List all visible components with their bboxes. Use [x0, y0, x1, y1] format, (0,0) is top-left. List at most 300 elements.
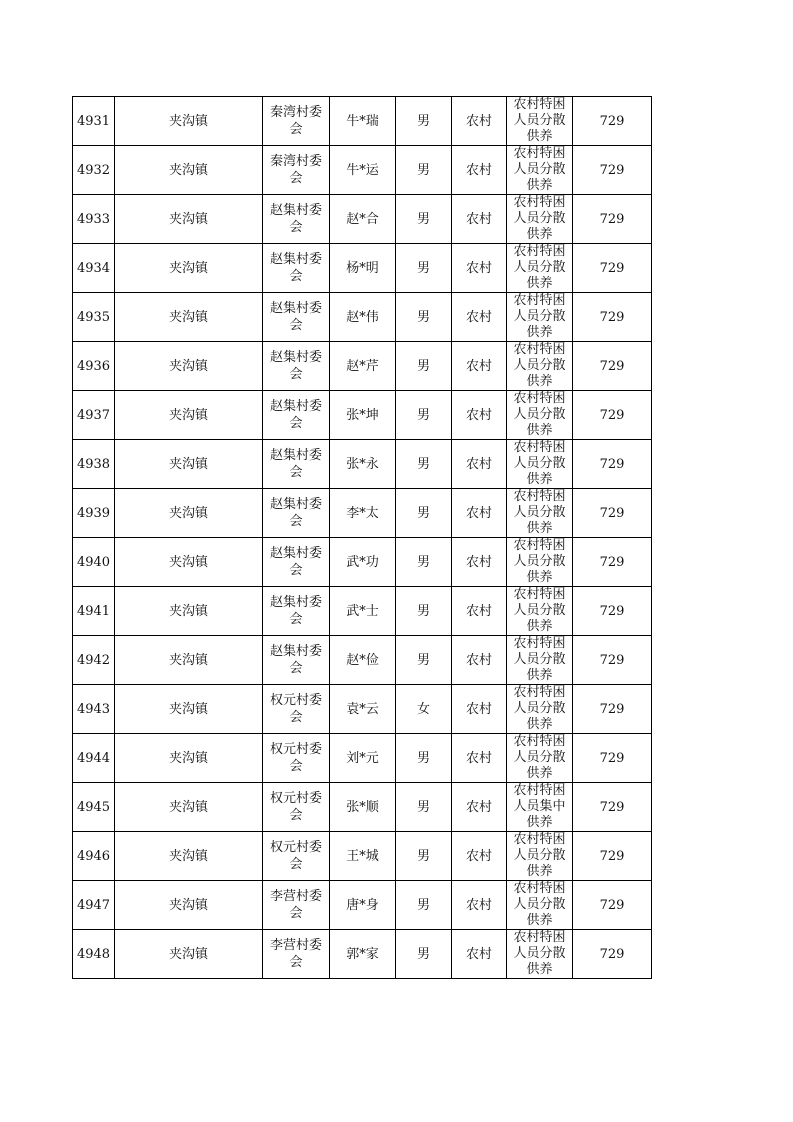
residence-type-text: 农村: [465, 946, 492, 962]
gender-text: 男: [416, 162, 430, 178]
support-category-cell: [507, 146, 573, 195]
amount-cell: [573, 293, 652, 342]
town-text: 夹沟镇: [168, 750, 208, 766]
support-category-text: 农村特困人员集中供养: [513, 783, 566, 830]
amount-text: 729: [599, 211, 625, 227]
gender-cell: [396, 587, 452, 636]
gender-text: 男: [416, 211, 430, 227]
town-text: 夹沟镇: [168, 162, 208, 178]
residence-type-cell: [452, 734, 507, 783]
gender-cell: [396, 342, 452, 391]
gender-text: 男: [416, 554, 430, 570]
amount-text: 729: [599, 750, 625, 766]
residence-type-cell: [452, 146, 507, 195]
village-committee-cell: [263, 97, 330, 146]
support-category-cell: [507, 783, 573, 832]
town-text: 夹沟镇: [168, 260, 208, 276]
support-category-text: 农村特困人员分散供养: [513, 440, 566, 487]
town-text: 夹沟镇: [168, 407, 208, 423]
gender-cell: [396, 881, 452, 930]
amount-text: 729: [599, 113, 625, 129]
person-name-text: 赵*俭: [346, 652, 379, 668]
amount-cell: [573, 538, 652, 587]
record-id-text: 4942: [76, 652, 111, 668]
amount-cell: [573, 881, 652, 930]
town-cell: [115, 293, 263, 342]
gender-cell: [396, 244, 452, 293]
record-id-text: 4933: [76, 211, 111, 227]
record-id-cell: [73, 587, 115, 636]
amount-text: 729: [599, 309, 625, 325]
record-id-cell: [73, 97, 115, 146]
person-name-text: 王*城: [346, 848, 379, 864]
residence-type-cell: [452, 832, 507, 881]
residence-type-text: 农村: [465, 358, 492, 374]
support-category-cell: [507, 97, 573, 146]
town-text: 夹沟镇: [168, 799, 208, 815]
person-name-text: 张*永: [346, 456, 379, 472]
amount-text: 729: [599, 848, 625, 864]
person-name-text: 刘*元: [346, 750, 379, 766]
residence-type-cell: [452, 97, 507, 146]
town-text: 夹沟镇: [168, 358, 208, 374]
gender-text: 男: [416, 113, 430, 129]
record-id-cell: [73, 636, 115, 685]
person-name-cell: [330, 146, 396, 195]
village-committee-text: 秦湾村委会: [269, 105, 322, 137]
gender-cell: [396, 489, 452, 538]
support-category-text: 农村特困人员分散供养: [513, 881, 566, 928]
town-cell: [115, 538, 263, 587]
support-category-cell: [507, 391, 573, 440]
support-category-cell: [507, 685, 573, 734]
person-name-text: 杨*明: [346, 260, 379, 276]
gender-cell: [396, 636, 452, 685]
amount-text: 729: [599, 652, 625, 668]
table-row: [73, 391, 652, 440]
record-id-text: 4948: [76, 946, 111, 962]
residence-type-cell: [452, 685, 507, 734]
village-committee-text: 权元村委会: [269, 742, 322, 774]
amount-cell: [573, 587, 652, 636]
amount-text: 729: [599, 260, 625, 276]
person-name-cell: [330, 244, 396, 293]
residence-type-text: 农村: [465, 652, 492, 668]
support-category-text: 农村特困人员分散供养: [513, 97, 566, 144]
records-table: [72, 96, 652, 979]
village-committee-text: 权元村委会: [269, 791, 322, 823]
person-name-cell: [330, 391, 396, 440]
record-id-cell: [73, 783, 115, 832]
town-cell: [115, 832, 263, 881]
gender-text: 男: [416, 260, 430, 276]
village-committee-cell: [263, 293, 330, 342]
person-name-cell: [330, 881, 396, 930]
table-row: [73, 538, 652, 587]
town-cell: [115, 195, 263, 244]
record-id-text: 4939: [76, 505, 111, 521]
amount-text: 729: [599, 358, 625, 374]
amount-text: 729: [599, 946, 625, 962]
amount-text: 729: [599, 897, 625, 913]
village-committee-cell: [263, 881, 330, 930]
amount-text: 729: [599, 407, 625, 423]
record-id-text: 4941: [76, 603, 111, 619]
residence-type-text: 农村: [465, 897, 492, 913]
person-name-text: 李*太: [346, 505, 379, 521]
gender-cell: [396, 293, 452, 342]
gender-cell: [396, 734, 452, 783]
town-cell: [115, 685, 263, 734]
town-cell: [115, 440, 263, 489]
person-name-text: 郭*家: [346, 946, 379, 962]
record-id-cell: [73, 195, 115, 244]
village-committee-cell: [263, 636, 330, 685]
gender-text: 男: [416, 946, 430, 962]
record-id-text: 4946: [76, 848, 111, 864]
record-id-cell: [73, 685, 115, 734]
table-row: [73, 293, 652, 342]
town-cell: [115, 146, 263, 195]
record-id-cell: [73, 440, 115, 489]
support-category-cell: [507, 489, 573, 538]
support-category-text: 农村特困人员分散供养: [513, 587, 566, 634]
gender-cell: [396, 97, 452, 146]
support-category-text: 农村特困人员分散供养: [513, 538, 566, 585]
village-committee-cell: [263, 440, 330, 489]
record-id-text: 4943: [76, 701, 111, 717]
village-committee-text: 赵集村委会: [269, 448, 322, 480]
table-row: [73, 244, 652, 293]
residence-type-cell: [452, 489, 507, 538]
residence-type-cell: [452, 440, 507, 489]
village-committee-cell: [263, 489, 330, 538]
gender-text: 女: [416, 701, 430, 717]
residence-type-text: 农村: [465, 211, 492, 227]
table-row: [73, 881, 652, 930]
town-cell: [115, 881, 263, 930]
village-committee-text: 赵集村委会: [269, 399, 322, 431]
residence-type-cell: [452, 342, 507, 391]
support-category-cell: [507, 734, 573, 783]
town-cell: [115, 930, 263, 979]
residence-type-text: 农村: [465, 407, 492, 423]
person-name-cell: [330, 832, 396, 881]
support-category-cell: [507, 293, 573, 342]
table-row: [73, 146, 652, 195]
village-committee-text: 秦湾村委会: [269, 154, 322, 186]
record-id-text: 4944: [76, 750, 111, 766]
village-committee-text: 赵集村委会: [269, 497, 322, 529]
residence-type-cell: [452, 538, 507, 587]
support-category-text: 农村特困人员分散供养: [513, 636, 566, 683]
record-id-cell: [73, 391, 115, 440]
residence-type-text: 农村: [465, 113, 492, 129]
residence-type-cell: [452, 391, 507, 440]
record-id-text: 4932: [76, 162, 111, 178]
gender-text: 男: [416, 848, 430, 864]
record-id-text: 4945: [76, 799, 111, 815]
gender-cell: [396, 146, 452, 195]
person-name-text: 赵*合: [346, 211, 379, 227]
village-committee-cell: [263, 734, 330, 783]
amount-cell: [573, 489, 652, 538]
support-category-cell: [507, 342, 573, 391]
person-name-cell: [330, 97, 396, 146]
support-category-cell: [507, 930, 573, 979]
town-text: 夹沟镇: [168, 456, 208, 472]
amount-cell: [573, 783, 652, 832]
table-row: [73, 440, 652, 489]
village-committee-text: 赵集村委会: [269, 350, 322, 382]
residence-type-text: 农村: [465, 848, 492, 864]
village-committee-text: 赵集村委会: [269, 595, 322, 627]
gender-cell: [396, 783, 452, 832]
gender-text: 男: [416, 750, 430, 766]
person-name-cell: [330, 930, 396, 979]
village-committee-text: 李营村委会: [269, 889, 322, 921]
amount-cell: [573, 97, 652, 146]
gender-cell: [396, 685, 452, 734]
village-committee-text: 权元村委会: [269, 840, 322, 872]
support-category-cell: [507, 636, 573, 685]
residence-type-text: 农村: [465, 603, 492, 619]
village-committee-text: 权元村委会: [269, 693, 322, 725]
support-category-cell: [507, 244, 573, 293]
town-text: 夹沟镇: [168, 554, 208, 570]
table-row: [73, 97, 652, 146]
village-committee-cell: [263, 587, 330, 636]
record-id-text: 4931: [76, 113, 111, 129]
amount-cell: [573, 342, 652, 391]
amount-cell: [573, 685, 652, 734]
town-text: 夹沟镇: [168, 309, 208, 325]
village-committee-cell: [263, 342, 330, 391]
village-committee-cell: [263, 930, 330, 979]
gender-text: 男: [416, 358, 430, 374]
person-name-text: 张*顺: [346, 799, 379, 815]
residence-type-cell: [452, 636, 507, 685]
residence-type-cell: [452, 293, 507, 342]
person-name-text: 张*坤: [346, 407, 379, 423]
gender-text: 男: [416, 799, 430, 815]
town-text: 夹沟镇: [168, 505, 208, 521]
person-name-cell: [330, 440, 396, 489]
gender-cell: [396, 440, 452, 489]
table-row: [73, 636, 652, 685]
residence-type-cell: [452, 195, 507, 244]
village-committee-text: 赵集村委会: [269, 252, 322, 284]
record-id-cell: [73, 881, 115, 930]
support-category-text: 农村特困人员分散供养: [513, 930, 566, 977]
town-cell: [115, 587, 263, 636]
table-row: [73, 195, 652, 244]
person-name-text: 牛*瑞: [346, 113, 379, 129]
person-name-text: 赵*伟: [346, 309, 379, 325]
residence-type-cell: [452, 587, 507, 636]
table-row: [73, 489, 652, 538]
residence-type-text: 农村: [465, 162, 492, 178]
person-name-cell: [330, 293, 396, 342]
records-table-body: [73, 97, 652, 979]
gender-text: 男: [416, 897, 430, 913]
amount-text: 729: [599, 603, 625, 619]
village-committee-text: 赵集村委会: [269, 203, 322, 235]
residence-type-cell: [452, 244, 507, 293]
village-committee-cell: [263, 783, 330, 832]
support-category-text: 农村特困人员分散供养: [513, 293, 566, 340]
person-name-cell: [330, 538, 396, 587]
person-name-text: 牛*运: [346, 162, 379, 178]
amount-text: 729: [599, 456, 625, 472]
support-category-text: 农村特困人员分散供养: [513, 832, 566, 879]
record-id-text: 4940: [76, 554, 111, 570]
town-cell: [115, 244, 263, 293]
amount-cell: [573, 930, 652, 979]
amount-text: 729: [599, 505, 625, 521]
amount-text: 729: [599, 799, 625, 815]
town-cell: [115, 391, 263, 440]
table-row: [73, 342, 652, 391]
town-cell: [115, 342, 263, 391]
table-row: [73, 832, 652, 881]
amount-text: 729: [599, 701, 625, 717]
town-text: 夹沟镇: [168, 848, 208, 864]
residence-type-cell: [452, 783, 507, 832]
gender-cell: [396, 195, 452, 244]
town-cell: [115, 97, 263, 146]
record-id-cell: [73, 244, 115, 293]
support-category-text: 农村特困人员分散供养: [513, 489, 566, 536]
town-cell: [115, 783, 263, 832]
amount-cell: [573, 244, 652, 293]
town-text: 夹沟镇: [168, 652, 208, 668]
support-category-cell: [507, 440, 573, 489]
town-text: 夹沟镇: [168, 113, 208, 129]
gender-cell: [396, 930, 452, 979]
residence-type-text: 农村: [465, 701, 492, 717]
record-id-cell: [73, 538, 115, 587]
record-id-text: 4937: [76, 407, 111, 423]
record-id-cell: [73, 832, 115, 881]
amount-cell: [573, 636, 652, 685]
table-row: [73, 734, 652, 783]
residence-type-text: 农村: [465, 750, 492, 766]
gender-text: 男: [416, 505, 430, 521]
support-category-text: 农村特困人员分散供养: [513, 146, 566, 193]
person-name-cell: [330, 734, 396, 783]
village-committee-text: 赵集村委会: [269, 546, 322, 578]
record-id-cell: [73, 734, 115, 783]
village-committee-cell: [263, 146, 330, 195]
table-row: [73, 685, 652, 734]
gender-cell: [396, 538, 452, 587]
residence-type-text: 农村: [465, 260, 492, 276]
town-text: 夹沟镇: [168, 211, 208, 227]
person-name-cell: [330, 342, 396, 391]
record-id-cell: [73, 342, 115, 391]
amount-cell: [573, 146, 652, 195]
gender-text: 男: [416, 407, 430, 423]
support-category-cell: [507, 538, 573, 587]
gender-text: 男: [416, 309, 430, 325]
record-id-text: 4936: [76, 358, 111, 374]
record-id-text: 4935: [76, 309, 111, 325]
gender-text: 男: [416, 652, 430, 668]
support-category-text: 农村特困人员分散供养: [513, 685, 566, 732]
table-row: [73, 783, 652, 832]
support-category-cell: [507, 195, 573, 244]
village-committee-cell: [263, 244, 330, 293]
gender-cell: [396, 832, 452, 881]
amount-cell: [573, 734, 652, 783]
village-committee-cell: [263, 832, 330, 881]
person-name-cell: [330, 636, 396, 685]
record-id-cell: [73, 146, 115, 195]
record-id-cell: [73, 293, 115, 342]
village-committee-cell: [263, 195, 330, 244]
person-name-cell: [330, 783, 396, 832]
town-cell: [115, 734, 263, 783]
town-text: 夹沟镇: [168, 946, 208, 962]
support-category-text: 农村特困人员分散供养: [513, 342, 566, 389]
residence-type-text: 农村: [465, 456, 492, 472]
person-name-cell: [330, 489, 396, 538]
person-name-text: 武*功: [346, 554, 379, 570]
residence-type-cell: [452, 881, 507, 930]
person-name-text: 武*士: [346, 603, 379, 619]
record-id-cell: [73, 930, 115, 979]
support-category-cell: [507, 832, 573, 881]
person-name-text: 赵*芹: [346, 358, 379, 374]
residence-type-text: 农村: [465, 799, 492, 815]
person-name-text: 唐*身: [346, 897, 379, 913]
record-id-text: 4938: [76, 456, 111, 472]
amount-cell: [573, 832, 652, 881]
support-category-text: 农村特困人员分散供养: [513, 244, 566, 291]
town-cell: [115, 489, 263, 538]
town-text: 夹沟镇: [168, 701, 208, 717]
gender-text: 男: [416, 603, 430, 619]
village-committee-text: 赵集村委会: [269, 301, 322, 333]
village-committee-cell: [263, 538, 330, 587]
support-category-text: 农村特困人员分散供养: [513, 391, 566, 438]
record-id-text: 4947: [76, 897, 111, 913]
person-name-text: 袁*云: [346, 701, 379, 717]
town-cell: [115, 636, 263, 685]
support-category-text: 农村特困人员分散供养: [513, 734, 566, 781]
table-row: [73, 930, 652, 979]
village-committee-cell: [263, 391, 330, 440]
village-committee-text: 李营村委会: [269, 938, 322, 970]
residence-type-text: 农村: [465, 554, 492, 570]
table-row: [73, 587, 652, 636]
support-category-text: 农村特困人员分散供养: [513, 195, 566, 242]
person-name-cell: [330, 195, 396, 244]
residence-type-text: 农村: [465, 309, 492, 325]
amount-cell: [573, 195, 652, 244]
amount-cell: [573, 440, 652, 489]
residence-type-text: 农村: [465, 505, 492, 521]
town-text: 夹沟镇: [168, 603, 208, 619]
gender-cell: [396, 391, 452, 440]
person-name-cell: [330, 587, 396, 636]
residence-type-cell: [452, 930, 507, 979]
amount-text: 729: [599, 162, 625, 178]
person-name-cell: [330, 685, 396, 734]
village-committee-text: 赵集村委会: [269, 644, 322, 676]
village-committee-cell: [263, 685, 330, 734]
